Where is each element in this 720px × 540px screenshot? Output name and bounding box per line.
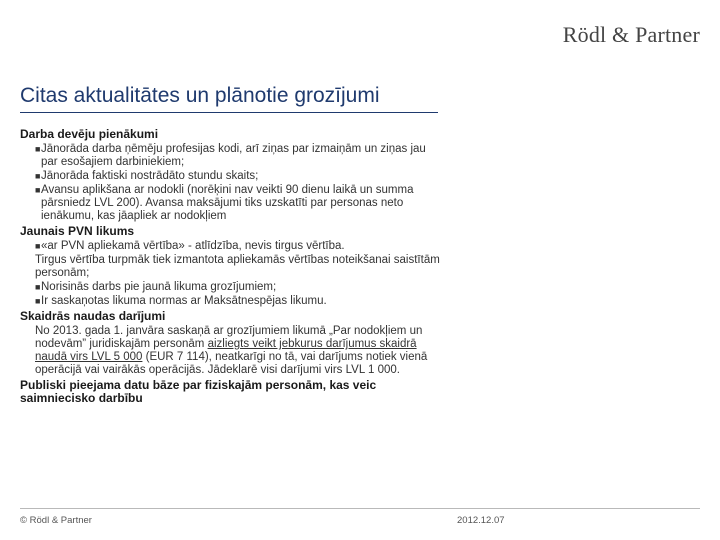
bullet-icon: ■	[35, 241, 41, 251]
bullet-icon: ■	[35, 171, 41, 181]
list-item	[35, 143, 440, 169]
vat-law-list	[35, 240, 440, 308]
cash-text-before: No 2013. gada 1. janvāra saskaņā ar grozījumiem likumā „Par nodokļiem un nodevām” juridiskajām personām	[35, 325, 423, 350]
title-divider	[20, 112, 438, 113]
list-item-continuation: Tirgus vērtība turpmāk tiek izmantota apliekamās vērtības noteikšanai saistītām personām;	[35, 254, 440, 279]
bullet-icon: ■	[35, 296, 41, 306]
footer-date: 2012.12.07	[457, 515, 505, 526]
page-title: Citas aktualitātes un plānotie grozījumi	[20, 84, 380, 107]
list-item-text: Jānorāda faktiski nostrādāto stundu skaits;	[41, 170, 259, 182]
list-item	[35, 295, 440, 308]
list-item-text: «ar PVN apliekamā vērtība» - atlīdzība, nevis tirgus vērtība.	[41, 240, 345, 252]
footer-copyright: © Rödl & Partner	[20, 515, 92, 526]
section-heading-cash-transactions: Skaidrās naudas darījumi	[20, 309, 166, 323]
bullet-icon: ■	[35, 144, 41, 154]
section-heading-vat-law: Jaunais PVN likums	[20, 224, 135, 238]
list-item	[35, 240, 440, 253]
list-item	[35, 184, 440, 223]
cash-text-after: (EUR 7 114), neatkarīgi no tā, vai darījums notiek vienā operācijā vai vairākās operācijās. Jādeklarē visi darījumi virs LVL 1 000.	[35, 351, 428, 376]
section-heading-employer-duties: Darba devēju pienākumi	[20, 127, 159, 141]
bullet-icon: ■	[35, 185, 41, 195]
section-heading-public-database: Publiski pieejama datu bāze par fiziskajām personām, kas veic saimniecisko darbību	[20, 378, 377, 405]
bullet-icon: ■	[35, 282, 41, 292]
slide-content	[20, 128, 440, 407]
list-item-text: Jānorāda darba ņēmēju profesijas kodi, arī ziņas par izmaiņām un ziņas jau par esošajiem darbiniekiem;	[41, 143, 426, 168]
list-item-text: Norisinās darbs pie jaunā likuma grozījumiem;	[41, 281, 277, 293]
list-item	[35, 281, 440, 294]
employer-duties-list	[35, 143, 440, 223]
list-item-text: Ir saskaņotas likuma normas ar Maksātnespējas likumu.	[41, 295, 327, 307]
list-item	[35, 170, 440, 183]
brand-logo: Rödl & Partner	[562, 22, 700, 47]
cash-text-underlined: aizliegts veikt jebkurus darījumus skaidrā naudā virs LVL 5 000	[35, 338, 417, 363]
cash-transactions-text	[35, 325, 440, 377]
list-item-text: Avansu aplikšana ar nodokli (norēķini nav veikti 90 dienu laikā un summa pārsniedz LVL 200). Avansa maksājumi tiks uzskatīti par personas neto ienākumu, kas jāapliek ar nodokļiem	[41, 184, 414, 222]
footer-divider	[20, 508, 700, 509]
